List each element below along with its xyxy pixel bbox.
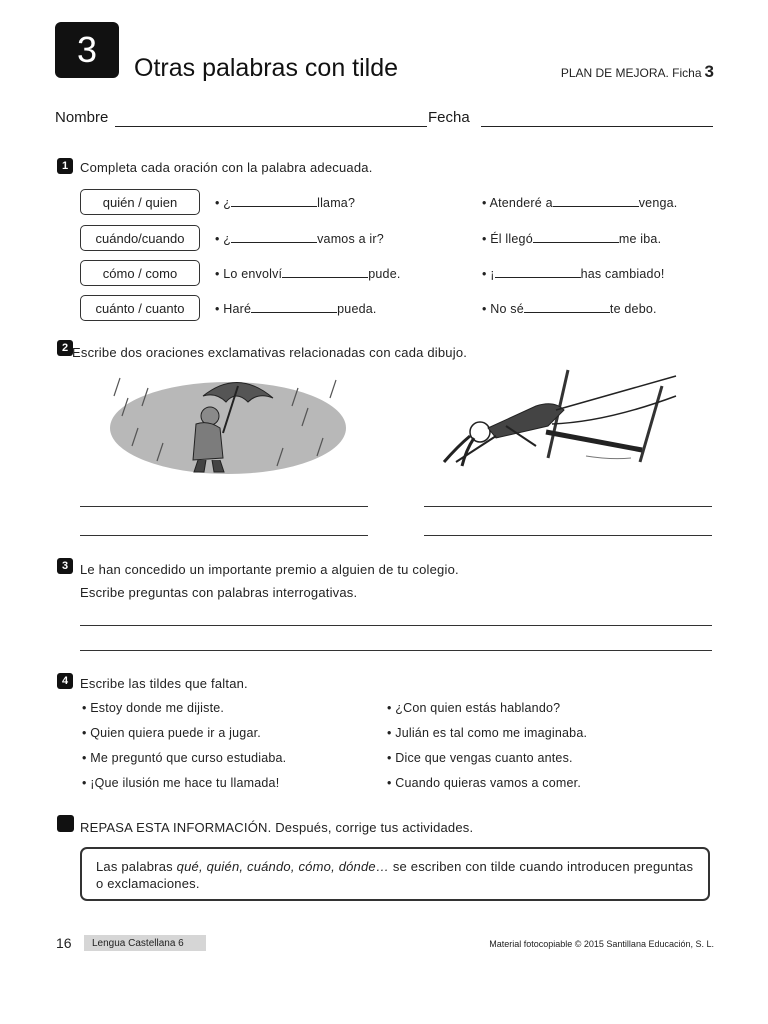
date-field[interactable] <box>481 126 713 127</box>
sentence-1b: • Atenderé a venga. <box>482 196 678 210</box>
name-field[interactable] <box>115 126 427 127</box>
exercise-4-instruction: Escribe las tildes que faltan. <box>80 676 248 691</box>
answer-blank[interactable] <box>553 195 639 207</box>
exercise-4-number: 4 <box>57 673 73 689</box>
sentence-4b: • No sé te debo. <box>482 302 657 316</box>
info-box-words: qué, quién, cuándo, cómo, dónde… <box>176 859 390 874</box>
writing-line[interactable] <box>80 650 712 651</box>
writing-line[interactable] <box>424 506 712 507</box>
answer-blank[interactable] <box>524 301 610 313</box>
exercise-2-number: 2 <box>57 340 73 356</box>
answer-blank[interactable] <box>231 231 317 243</box>
writing-line[interactable] <box>424 535 712 536</box>
page-number: 16 <box>56 935 72 951</box>
review-instruction: REPASA ESTA INFORMACIÓN. Después, corrige tus actividades. <box>80 820 474 835</box>
word-option-1: quién / quien <box>80 189 200 215</box>
answer-blank[interactable] <box>231 195 317 207</box>
plan-number: 3 <box>704 62 714 81</box>
accent-sentence-l4: • ¡Que ilusión me hace tu llamada! <box>82 776 280 790</box>
rain-umbrella-illustration <box>108 368 348 480</box>
word-option-2: cuándo/cuando <box>80 225 200 251</box>
accent-sentence-r3: • Dice que vengas cuanto antes. <box>387 751 573 765</box>
accent-sentence-r4: • Cuando quieras vamos a comer. <box>387 776 582 790</box>
exercise-3-instruction-1: Le han concedido un importante premio a alguien de tu colegio. <box>80 562 459 577</box>
name-label: Nombre <box>55 109 109 126</box>
exercise-1-instruction: Completa cada oración con la palabra adecuada. <box>80 160 373 175</box>
exercise-3-instruction-2: Escribe preguntas con palabras interrogativas. <box>80 585 358 600</box>
book-title-tag: Lengua Castellana 6 <box>84 935 206 951</box>
review-marker <box>57 815 74 832</box>
plan-text: PLAN DE MEJORA. Ficha <box>560 66 702 80</box>
exercise-1-number: 1 <box>57 158 73 174</box>
answer-blank[interactable] <box>251 301 337 313</box>
word-option-4: cuánto / cuanto <box>80 295 200 321</box>
accent-sentence-r2: • Julián es tal como me imaginaba. <box>387 726 588 740</box>
answer-blank[interactable] <box>533 231 619 243</box>
copyright-notice: Material fotocopiable © 2015 Santillana Educación, S. L. <box>489 939 714 949</box>
accent-sentence-l3: • Me preguntó que curso estudiaba. <box>82 751 287 765</box>
answer-blank[interactable] <box>495 266 581 278</box>
answer-blank[interactable] <box>282 266 368 278</box>
sentence-3a: • Lo envolví pude. <box>215 267 401 281</box>
writing-line[interactable] <box>80 625 712 626</box>
sentence-2b: • Él llegó me iba. <box>482 232 662 246</box>
writing-line[interactable] <box>80 506 368 507</box>
plan-label <box>561 62 714 82</box>
sentence-1a: • ¿ llama? <box>215 196 356 210</box>
sentence-2a: • ¿ vamos a ir? <box>215 232 384 246</box>
accent-sentence-r1: • ¿Con quien estás hablando? <box>387 701 561 715</box>
unit-number-badge: 3 <box>55 22 119 78</box>
exercise-3-number: 3 <box>57 558 73 574</box>
swing-fall-illustration <box>436 366 686 478</box>
page-title: Otras palabras con tilde <box>134 54 399 82</box>
writing-line[interactable] <box>80 535 368 536</box>
sentence-4a: • Haré pueda. <box>215 302 377 316</box>
word-option-3: cómo / como <box>80 260 200 286</box>
exercise-2-instruction: Escribe dos oraciones exclamativas relacionadas con cada dibujo. <box>72 345 468 360</box>
sentence-3b: • ¡ has cambiado! <box>482 267 665 281</box>
accent-sentence-l2: • Quien quiera puede ir a jugar. <box>82 726 261 740</box>
date-label: Fecha <box>428 109 470 126</box>
accent-sentence-l1: • Estoy donde me dijiste. <box>82 701 225 715</box>
info-box: Las palabras qué, quién, cuándo, cómo, dónde… se escriben con tilde cuando introducen preguntas o exclamaciones. <box>80 847 710 901</box>
